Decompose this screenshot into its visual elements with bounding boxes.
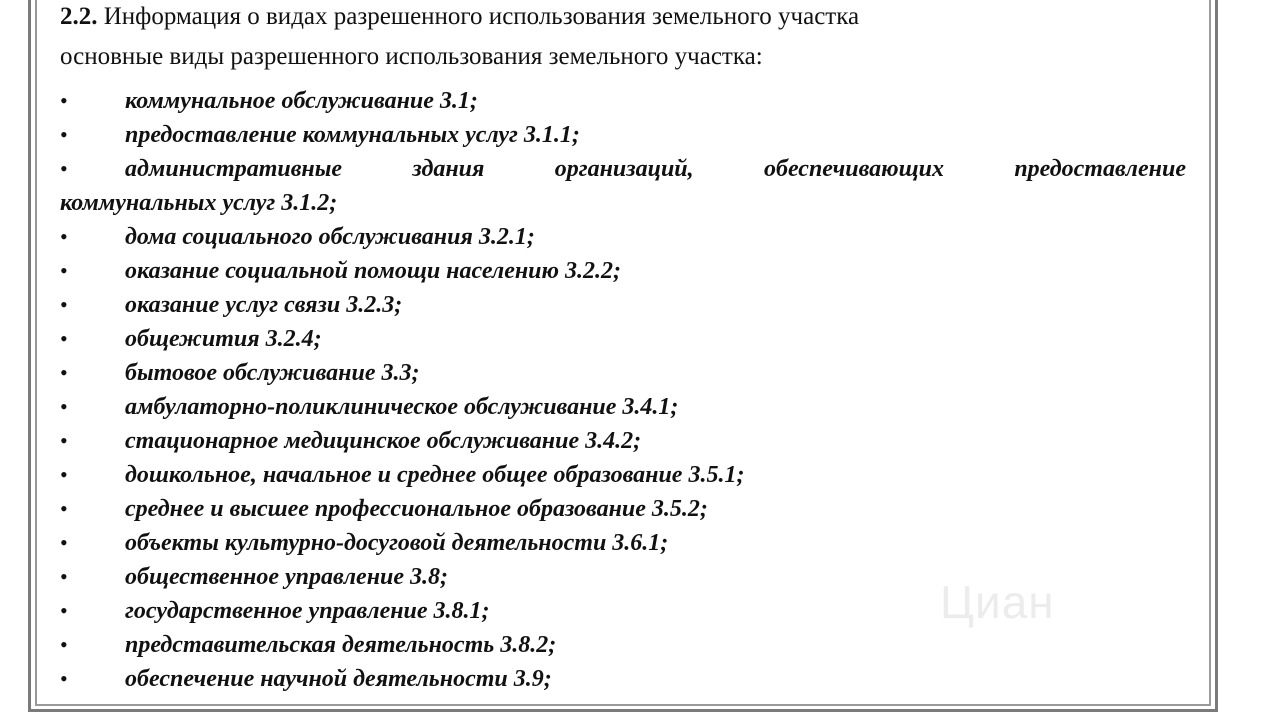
bullet-icon: •	[60, 462, 68, 487]
list-item-text: оказание услуг связи 3.2.3;	[125, 292, 403, 318]
list-item-text: представительская деятельность 3.8.2;	[125, 632, 557, 658]
list-item-text: объекты культурно-досуговой деятельности 3.6.1;	[125, 530, 669, 556]
list-item-word: организаций,	[554, 156, 694, 182]
list-item-text: бытовое обслуживание 3.3;	[125, 360, 420, 386]
bullet-icon: •	[60, 156, 68, 181]
list-item-line1	[60, 152, 1186, 186]
list-item	[60, 152, 1186, 220]
bullet-icon: •	[60, 326, 68, 351]
list-item-line2: коммунальных услуг 3.1.2;	[60, 190, 338, 216]
list-item-word: здания	[412, 156, 485, 182]
bullet-icon: •	[60, 394, 68, 419]
section-subtitle: основные виды разрешенного использования земельного участка:	[60, 43, 763, 70]
list-item	[60, 356, 1186, 390]
list-item-text: общежития 3.2.4;	[125, 326, 322, 352]
bullet-icon: •	[60, 360, 68, 385]
list-item-text: государственное управление 3.8.1;	[125, 598, 490, 624]
section-heading	[60, 0, 1186, 34]
list-item	[60, 220, 1186, 254]
list-item	[60, 526, 1186, 560]
bullet-icon: •	[60, 496, 68, 521]
list-item-word: предоставление	[1014, 156, 1186, 182]
list-item	[60, 288, 1186, 322]
list-item-text: оказание социальной помощи населению 3.2.2;	[125, 258, 622, 284]
list-item	[60, 424, 1186, 458]
list-item-word: административные	[125, 156, 343, 182]
list-item	[60, 662, 1186, 696]
list-item-text: обеспечение научной деятельности 3.9;	[125, 666, 552, 692]
bullet-icon: •	[60, 666, 68, 691]
list-item	[60, 390, 1186, 424]
list-item	[60, 628, 1186, 662]
list-item-text: предоставление коммунальных услуг 3.1.1;	[125, 122, 580, 148]
watermark-logo: Циан	[940, 576, 1055, 628]
list-item	[60, 322, 1186, 356]
list-item-text: общественное управление 3.8;	[125, 564, 449, 590]
list-item-text: дошкольное, начальное и среднее общее образование 3.5.1;	[125, 462, 745, 488]
section-title: Информация о видах разрешенного использования земельного участка	[103, 3, 860, 30]
bullet-icon: •	[60, 428, 68, 453]
bullet-icon: •	[60, 598, 68, 623]
bullet-icon: •	[60, 258, 68, 283]
bullet-icon: •	[60, 530, 68, 555]
list-item-text: коммунальное обслуживание 3.1;	[125, 88, 478, 114]
list-item-text: дома социального обслуживания 3.2.1;	[125, 224, 535, 250]
bullet-icon: •	[60, 564, 68, 589]
list-item	[60, 254, 1186, 288]
bullet-icon: •	[60, 224, 68, 249]
list-item	[60, 492, 1186, 526]
list-item	[60, 118, 1186, 152]
list-item-word: обеспечивающих	[763, 156, 944, 182]
list-item	[60, 458, 1186, 492]
list-item	[60, 84, 1186, 118]
bullet-icon: •	[60, 122, 68, 147]
bullet-icon: •	[60, 292, 68, 317]
bullet-icon: •	[60, 632, 68, 657]
section-number: 2.2.	[60, 3, 98, 30]
list-item-text: стационарное медицинское обслуживание 3.4.2;	[125, 428, 642, 454]
list-item-text: среднее и высшее профессиональное образование 3.5.2;	[125, 496, 708, 522]
list-item-text: амбулаторно-поликлиническое обслуживание 3.4.1;	[125, 394, 679, 420]
bullet-icon: •	[60, 88, 68, 113]
